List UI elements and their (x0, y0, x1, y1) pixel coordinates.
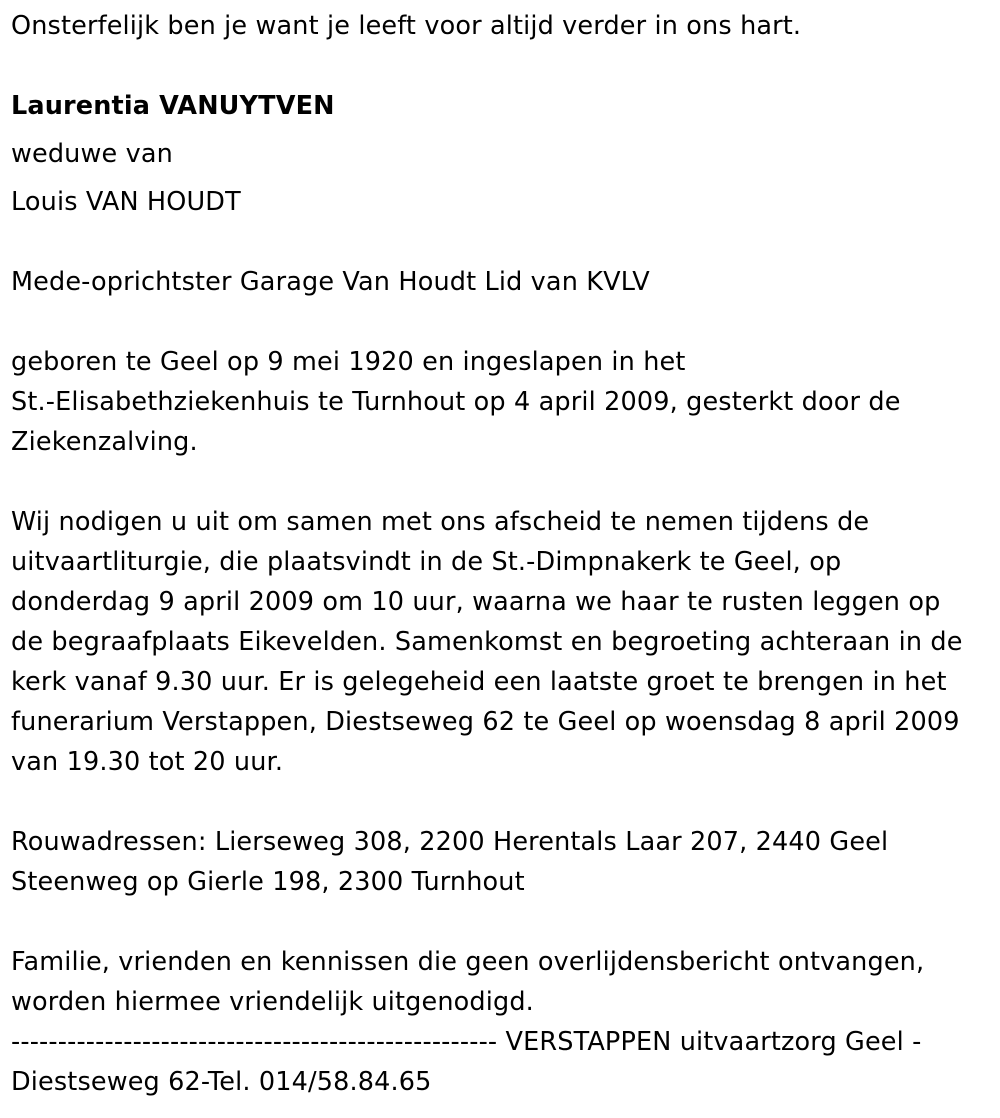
deceased-name: Laurentia VANUYTVEN (11, 91, 335, 121)
paragraph-line: worden hiermee vriendelijk uitgenodigd. (11, 987, 534, 1017)
paragraph-line: funerarium Verstappen, Diestseweg 62 te Geel op woensdag 8 april 2009 (11, 707, 960, 737)
paragraph-line: uitvaartliturgie, die plaatsvindt in de St.-Dimpnakerk te Geel, op (11, 547, 842, 577)
paragraph-line: van 19.30 tot 20 uur. (11, 747, 284, 777)
paragraph-line: de begraafplaats Eikevelden. Samenkomst en begroeting achteraan in de (11, 627, 963, 657)
footer-line: ---------------------------------------------------- VERSTAPPEN uitvaartzorg Geel - (11, 1027, 922, 1057)
paragraph-line: St.-Elisabethziekenhuis te Turnhout op 4 april 2009, gesterkt door de (11, 387, 901, 417)
paragraph-line: Familie, vrienden en kennissen die geen overlijdensbericht ontvangen, (11, 947, 925, 977)
paragraph-line: kerk vanaf 9.30 uur. Er is gelegeheid een laatste groet te brengen in het (11, 667, 947, 697)
notice-paragraph (11, 942, 924, 1022)
paragraph-line: donderdag 9 april 2009 om 10 uur, waarna we haar te rusten leggen op (11, 587, 941, 617)
birth-death-paragraph (11, 342, 901, 462)
intro-line: Onsterfelijk ben je want je leeft voor altijd verder in ons hart. (11, 11, 802, 41)
funeral-home-footer (11, 1022, 922, 1102)
paragraph-line: Steenweg op Gierle 198, 2300 Turnhout (11, 867, 525, 897)
paragraph-line: Ziekenzalving. (11, 427, 198, 457)
footer-line: Diestseweg 62-Tel. 014/58.84.65 (11, 1067, 432, 1097)
paragraph-line: Wij nodigen u uit om samen met ons afscheid te nemen tijdens de (11, 507, 870, 537)
paragraph-line: Rouwadressen: Lierseweg 308, 2200 Herentals Laar 207, 2440 Geel (11, 827, 889, 857)
spouse-name: Louis VAN HOUDT (11, 187, 241, 217)
relation-text: weduwe van (11, 139, 173, 169)
paragraph-line: geboren te Geel op 9 mei 1920 en ingeslapen in het (11, 347, 686, 377)
occupation-text: Mede-oprichtster Garage Van Houdt Lid van KVLV (11, 267, 650, 297)
addresses-paragraph (11, 822, 888, 902)
invitation-paragraph (11, 502, 963, 782)
